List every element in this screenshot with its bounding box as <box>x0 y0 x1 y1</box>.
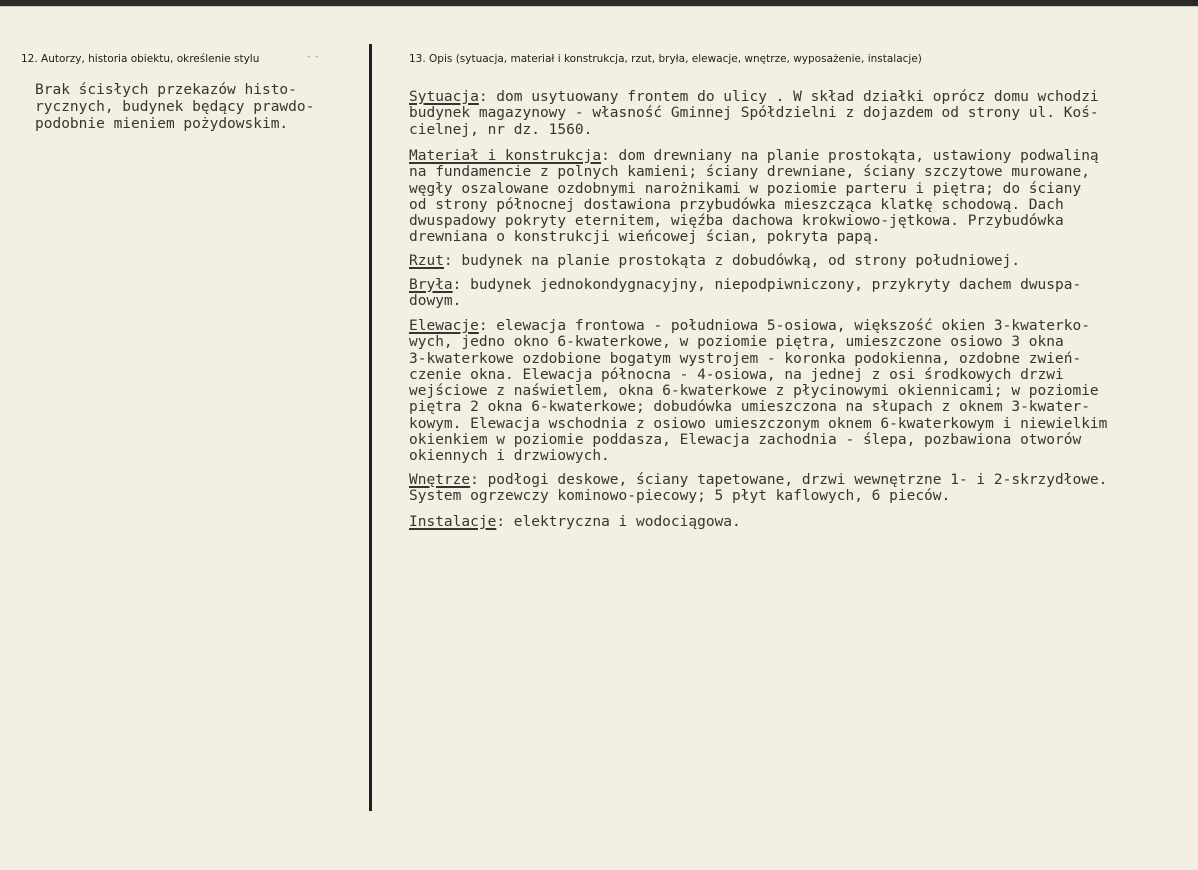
text-material: : dom drewniany na planie prostokąta, ustawiony podwaliną na fundamencie z polnych kamieni; ściany drewniane, ściany szczytowe murowane, węgły oszalowane ozdobnymi narożnikami w poziomie parteru i piętra; do ściany od strony północnej dostawiona przybudówka mieszcząca klatkę schodową. Dach dwuspadowy pokryty eternitem, więźba dachowa krokwiowo-jętkowa. Przybudówka drewniana o konstrukcji wieńcowej ścian, pokryta papą. <box>409 148 1099 246</box>
paragraph-material <box>409 148 1099 246</box>
section-12-heading: 12. Autorzy, historia obiektu, określenie stylu <box>21 53 260 65</box>
label-rzut: Rzut <box>409 253 444 269</box>
label-elewacje: Elewacje <box>409 318 479 334</box>
section-13-heading: 13. Opis (sytuacja, materiał i konstrukcja, rzut, bryła, elewacje, wnętrze, wyposażenie, instalacje) <box>409 53 922 65</box>
pencil-mark: - - <box>307 52 320 62</box>
label-sytuacja: Sytuacja <box>409 89 479 105</box>
paragraph-wnetrze <box>409 472 1107 505</box>
text-bryla: : budynek jednokondygnacyjny, niepodpiwniczony, przykryty dachem dwuspa- dowym. <box>409 277 1082 310</box>
paragraph-sytuacja <box>409 89 1099 138</box>
text-elewacje: : elewacja frontowa - południowa 5-osiowa, większość okien 3-kwaterko- wych, jedno okno 6-kwaterkowe, w poziomie piętra, umieszczone osiowo 3 okna 3-kwaterkowe ozdobione bogatym wystrojem - koronka podokienna, ozdobne zwień- czenie okna. Elewacja północna - 4-osiowa, na jednej z osi środkowych drzwi wejściowe z naświetlem, okna 6-kwaterkowe z płycinowymi okiennicami; w poziomie piętra 2 okna 6-kwaterkowe; dobudówka umieszczona na słupach z oknem 3-kwater- kowym. Elewacja wschodnia z osiowo umieszczonym oknem 6-kwaterkowym i niewielkim okienkiem w poziomie poddasza, Elewacja zachodnia - ślepa, pozbawiona otworów okiennych i drzwiowych. <box>409 318 1108 465</box>
label-instalacje: Instalacje <box>409 514 497 530</box>
label-material: Materiał i konstrukcja <box>409 148 602 164</box>
section-12-text: Brak ścisłych przekazów histo- rycznych, budynek będący prawdo- podobnie mieniem pożydowskim. <box>35 82 315 132</box>
column-divider <box>369 44 372 811</box>
text-sytuacja: : dom usytuowany frontem do ulicy . W skład działki oprócz domu wchodzi budynek magazynowy - własność Gminnej Spółdzielni z dojazdem od strony ul. Koś- cielnej, nr dz. 1560. <box>409 89 1099 138</box>
paragraph-bryla <box>409 277 1081 310</box>
label-wnetrze: Wnętrze <box>409 472 471 488</box>
paragraph-instalacje <box>409 514 741 530</box>
text-instalacje: : elektryczna i wodociągowa. <box>496 514 741 530</box>
label-bryla: Bryła <box>409 277 453 293</box>
text-wnetrze: : podłogi deskowe, ściany tapetowane, drzwi wewnętrzne 1- i 2-skrzydłowe. System ogrzewczy kominowo-piecowy; 5 płyt kaflowych, 6 pieców. <box>409 472 1108 505</box>
paragraph-rzut <box>409 253 1020 269</box>
paragraph-elewacje <box>409 318 1107 465</box>
text-rzut: : budynek na planie prostokąta z dobudówką, od strony południowej. <box>443 253 1021 269</box>
